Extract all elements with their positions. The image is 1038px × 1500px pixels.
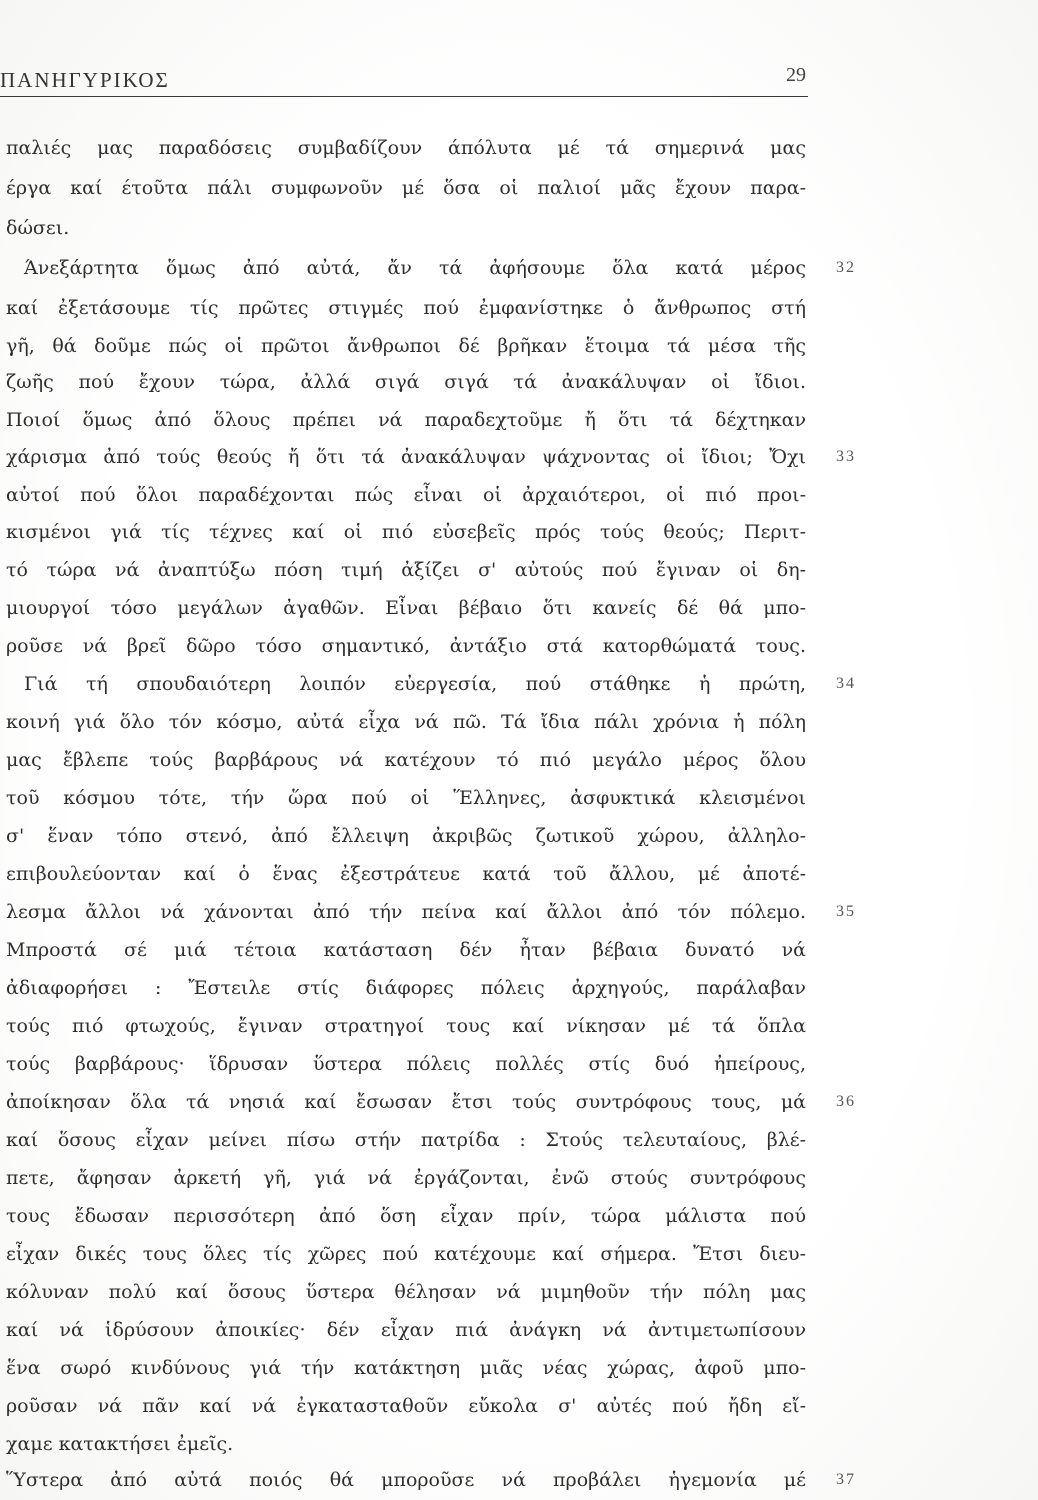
text-line: μιουργοί τόσο μεγάλων ἀγαθῶν. Εἶναι βέβαιο ὅτι κανείς δέ θά μπο-: [6, 597, 806, 619]
text-line: Ποιοί ὅμως ἀπό ὅλους πρέπει νά παραδεχτοῦμε ἤ ὅτι τά δέχτηκαν: [6, 409, 806, 431]
text-line: καί ἐξετάσουμε τίς πρῶτες στιγμές πού ἐμφανίστηκε ὁ ἄνθρωπος στή: [6, 297, 806, 319]
text-line: ἀποίκησαν ὅλα τά νησιά καί ἔσωσαν ἔτσι τούς συντρόφους τους, μά: [6, 1091, 806, 1113]
text-line: Γιά τή σπουδαιότερη λοιπόν εὐεργεσία, πού στάθηκε ἡ πρώτη,: [24, 673, 806, 695]
section-number: 34: [836, 675, 856, 692]
text-line: ἕνα σωρό κινδύνους γιά τήν κατάκτηση μιᾶς νέας χώρας, ἀφοῦ μπο-: [6, 1357, 806, 1379]
text-line: τούς πιό φτωχούς, ἔγιναν στρατηγοί τους καί νίκησαν μέ τά ὅπλα: [6, 1015, 806, 1037]
text-line: κισμένοι γιά τίς τέχνες καί οἱ πιό εὐσεβεῖς πρός τούς θεούς; Περιτ-: [6, 521, 806, 543]
page-number: 29: [786, 64, 806, 86]
section-number: 32: [836, 259, 856, 276]
running-title: ΠΑΝΗΓΥΡΙΚΟΣ: [0, 68, 170, 92]
text-line: τό τώρα νά ἀναπτύξω πόση τιμή ἀξίζει σ' αὐτούς πού ἔγιναν οἱ δη-: [6, 559, 806, 581]
text-line: μας ἔβλεπε τούς βαρβάρους νά κατέχουν τό πιό μεγάλο μέρος ὅλου: [6, 749, 806, 771]
section-number: 37: [836, 1471, 856, 1488]
text-line: έργα καί έτοῦτα πάλι συμφωνοῦν μέ ὅσα οἱ παλιοί μᾶς ἔχουν παρα-: [6, 177, 806, 199]
text-line: σ' ἕναν τόπο στενό, ἀπό ἔλλειψη ἀκριβῶς ζωτικοῦ χώρου, ἀλληλο-: [6, 825, 806, 847]
text-line: χάρισμα ἀπό τούς θεούς ἤ ὅτι τά ἀνακάλυψαν ψάχνοντας οἱ ἴδιοι; Ὄχι: [6, 446, 806, 468]
text-line: δώσει.: [6, 217, 70, 239]
text-line: ἀδιαφορήσει : Ἔστειλε στίς διάφορες πόλεις ἀρχηγούς, παράλαβαν: [6, 977, 806, 999]
text-line: επιβουλεύονταν καί ὁ ἕνας ἐξεστράτευε κατά τοῦ ἄλλου, μέ ἀποτέ-: [6, 863, 806, 885]
text-line: Άνεξάρτητα ὅμως ἀπό αὐτά, ἄν τά ἀφήσουμε ὅλα κατά μέρος: [24, 257, 806, 279]
text-line: αὐτοί πού ὅλοι παραδέχονται πώς εἶναι οἱ ἀρχαιότεροι, οἱ πιό προι-: [6, 484, 806, 506]
text-line: λεσμα ἄλλοι νά χάνονται ἀπό τήν πείνα καί ἄλλοι ἀπό τόν πόλεμο.: [6, 901, 806, 923]
text-line: κόλυναν πολύ καί ὅσους ὕστερα θέλησαν νά μιμηθοῦν τήν πόλη μας: [6, 1281, 806, 1303]
text-line: πετε, ἄφησαν ἀρκετή γῆ, γιά νά ἐργάζονται, ἐνῶ στούς συντρόφους: [6, 1167, 806, 1189]
text-line: γῆ, θά δοῦμε πώς οἱ πρῶτοι ἄνθρωποι δέ βρῆκαν ἕτοιμα τά μέσα τῆς: [6, 335, 806, 357]
text-line: παλιές μας παραδόσεις συμβαδίζουν άπόλυτα μέ τά σημερινά μας: [6, 137, 806, 159]
text-line: τούς βαρβάρους· ἵδρυσαν ὕστερα πόλεις πολλές στίς δυό ἠπείρους,: [6, 1053, 806, 1075]
text-line: εἶχαν δικές τους ὅλες τίς χῶρες πού κατέχουμε καί σήμερα. Ἔτσι διευ-: [6, 1243, 806, 1265]
section-number: 35: [836, 903, 856, 920]
text-line: κοινή γιά ὅλο τόν κόσμο, αὐτά εἶχα νά πῶ. Τά ἴδια πάλι χρόνια ἡ πόλη: [6, 711, 806, 733]
text-line: ροῦσαν νά πᾶν καί νά ἐγκατασταθοῦν εὔκολα σ' αὐτές πού ἤδη εἴ-: [6, 1395, 806, 1417]
text-line: χαμε κατακτήσει ἐμεῖς.: [6, 1433, 234, 1455]
text-line: Μπροστά σέ μιά τέτοια κατάσταση δέν ἦταν βέβαια δυνατό νά: [6, 939, 806, 961]
text-line: ροῦσε νά βρεῖ δῶρο τόσο σημαντικό, ἀντάξιο στά κατορθώματά τους.: [6, 635, 806, 657]
text-line: καί νά ἱδρύσουν ἀποικίες· δέν εἶχαν πιά ἀνάγκη νά ἀντιμετωπίσουν: [6, 1319, 806, 1341]
text-line: τους ἔδωσαν περισσότερη ἀπό ὅση εἶχαν πρίν, τώρα μάλιστα πού: [6, 1205, 806, 1227]
text-line: Ὕστερα ἀπό αὐτά ποιός θά μποροῦσε νά προβάλει ἡγεμονία μέ: [6, 1469, 806, 1491]
text-line: ζωῆς πού ἔχουν τώρα, ἀλλά σιγά σιγά τά ἀνακάλυψαν οἱ ἴδιοι.: [6, 371, 806, 393]
section-number: 33: [836, 448, 856, 465]
section-number: 36: [836, 1093, 856, 1110]
text-line: τοῦ κόσμου τότε, τήν ὥρα πού οἱ Ἕλληνες, ἀσφυκτικά κλεισμένοι: [6, 787, 806, 809]
text-line: καί ὅσους εἶχαν μείνει πίσω στήν πατρίδα : Στούς τελευταίους, βλέ-: [6, 1129, 806, 1151]
